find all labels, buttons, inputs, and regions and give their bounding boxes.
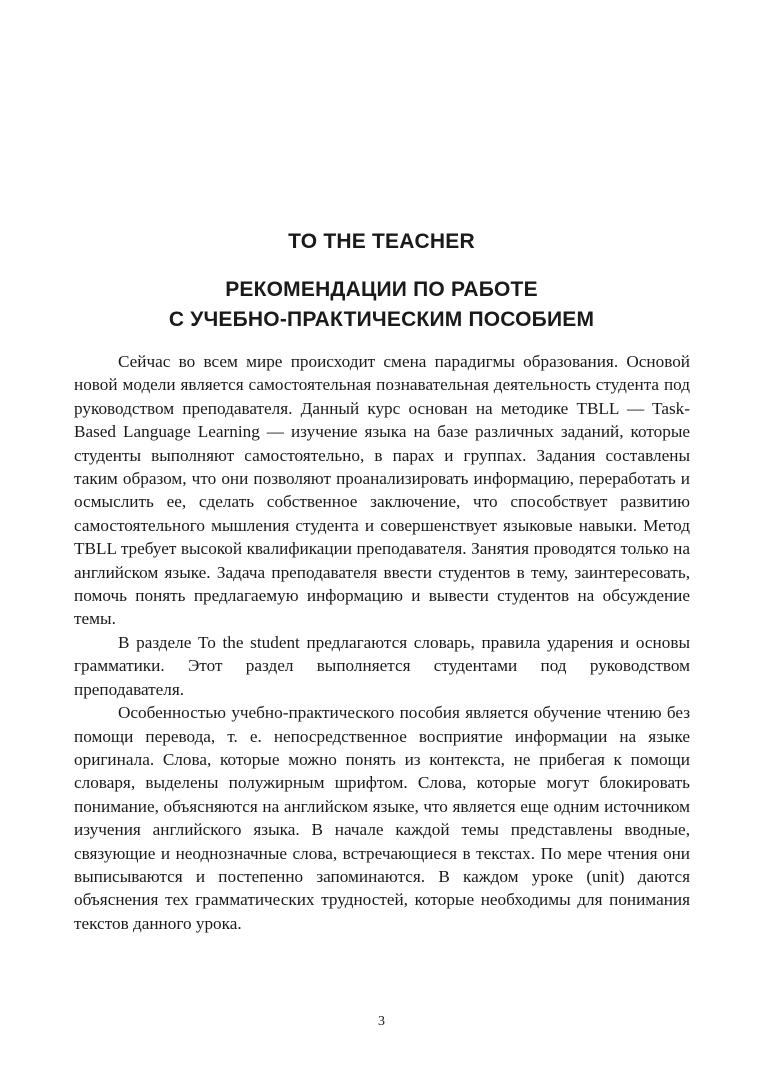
body-text: [74, 350, 690, 935]
subtitle-line-1: РЕКОМЕНДАЦИИ ПО РАБОТЕ: [225, 278, 538, 301]
subtitle-line-2: С УЧЕБНО-ПРАКТИЧЕСКИМ ПОСОБИЕМ: [168, 308, 595, 331]
paragraph-1: Сейчас во всем мире происходит смена парадигмы образования. Основой новой модели является самостоятельная познавательная деятельность студента под руководством преподавателя. Данный курс основан на методике TBLL — Task-Based Language Learning — изучение языка на базе различных заданий, которые студенты выполняют самостоятельно, в парах и группах. Задания составлены таким образом, что они позволяют проанализировать информацию, переработать и осмыслить ее, сделать собственное заключение, что способствует развитию самостоятельного мышления студента и совершенствует языковые навыки. Метод TBLL требует высокой квалификации преподавателя. Занятия проводятся только на английском языке. Задача преподавателя ввести студентов в тему, заинтересовать, помочь понять предлагаемую информацию и вывести студентов на обсуждение темы.: [74, 352, 690, 629]
paragraph-3: Особенностью учебно-практического пособия является обучение чтению без помощи перевода, т. е. непосредственное восприятие информации на языке оригинала. Слова, которые можно понять из контекста, не прибегая к помощи словаря, выделены полужирным шрифтом. Слова, которые могут блокировать понимание, объясняются на английском языке, что является еще одним источником изучения английского языка. В начале каждой темы представлены вводные, связующие и неоднозначные слова, встречающиеся в текстах. По мере чтения они выписываются и постепенно запоминаются. В каждом уроке (unit) даются объяснения тех грамматических трудностей, которые необходимы для понимания текстов данного урока.: [74, 703, 690, 933]
paragraph-2: В разделе To the student предлагаются словарь, правила ударения и основы грамматики. Этот раздел выполняется студентами под руководством преподавателя.: [74, 632, 690, 699]
page-number: 3: [378, 1014, 385, 1029]
page-title: TO THE TEACHER: [288, 230, 475, 253]
section-subtitle: [0, 275, 763, 335]
